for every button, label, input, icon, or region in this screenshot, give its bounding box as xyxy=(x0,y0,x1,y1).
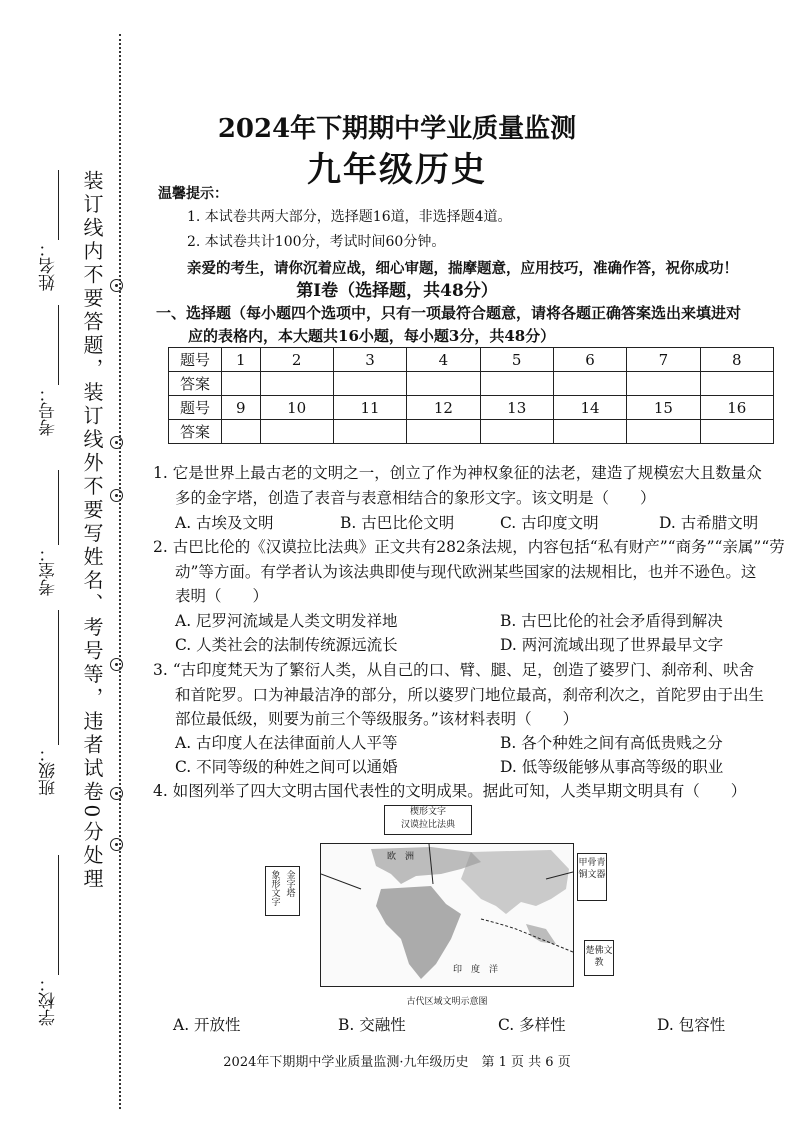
answer-cell[interactable] xyxy=(222,420,261,444)
field-label-class: 班级： xyxy=(39,745,59,796)
map-box-left-text: 金字塔 xyxy=(284,870,295,897)
tips-item: 1. 本试卷共两大部分，选择题16道，非选择题4道。 xyxy=(187,209,512,225)
table-row xyxy=(169,420,774,444)
binding-hole xyxy=(110,838,123,851)
answer-cell[interactable] xyxy=(333,372,406,396)
q2-stem: 表明（ ） xyxy=(175,587,269,605)
map-box-top-line: 楔形文字 xyxy=(409,807,446,817)
question-number: 11 xyxy=(333,396,406,420)
asia-landmass xyxy=(461,850,569,914)
part1-instruction: 一、选择题（每小题四个选项中，只有一项最符合题意，请将各题正确答案选出来填进对 xyxy=(156,304,742,322)
q2-option-a[interactable]: A. 尼罗河流域是人类文明发祥地 xyxy=(175,612,398,630)
question-number: 3 xyxy=(333,348,406,372)
answer-cell[interactable] xyxy=(407,372,480,396)
table-cell: 题号 xyxy=(169,396,222,420)
answer-table xyxy=(168,347,774,444)
q1-option-a[interactable]: A. 古埃及文明 xyxy=(175,514,274,532)
q3-option-c[interactable]: C. 不同等级的种姓之间可以通婚 xyxy=(175,758,398,776)
field-line-exam-number[interactable] xyxy=(58,305,59,385)
answer-cell[interactable] xyxy=(700,372,773,396)
answer-cell[interactable] xyxy=(553,420,626,444)
question-number: 1 xyxy=(222,348,261,372)
map-caption: 古代区域文明示意图 xyxy=(406,997,488,1007)
answer-cell[interactable] xyxy=(553,372,626,396)
question-number: 4 xyxy=(407,348,480,372)
map-arrow xyxy=(321,874,361,889)
map-box-top-line: 汉谟拉比法典 xyxy=(400,820,455,830)
part1-instruction: 应的表格内，本大题共16小题，每小题3分，共48分） xyxy=(188,327,556,345)
question-number: 15 xyxy=(627,396,700,420)
exam-subject: 九年级历史 xyxy=(307,150,487,190)
binding-hole xyxy=(110,436,123,449)
q1-option-c[interactable]: C. 古印度文明 xyxy=(500,514,599,532)
q3-stem: 和首陀罗。口为神最洁净的部分，所以婆罗门地位最高，刹帝利次之，首陀罗由于出生 xyxy=(175,686,765,704)
map-box-top xyxy=(384,805,472,835)
world-map-svg xyxy=(321,844,573,986)
table-row xyxy=(169,396,774,420)
question-number: 16 xyxy=(700,396,773,420)
map-box-right-bottom: 楚佛文教 xyxy=(584,940,614,976)
answer-cell[interactable] xyxy=(627,372,700,396)
q3-option-a[interactable]: A. 古印度人在法律面前人人平等 xyxy=(175,734,398,752)
field-label-exam-room: 考室： xyxy=(39,545,59,596)
binding-hole xyxy=(110,658,123,671)
binding-instruction: 装订线内不要答题，装订线外不要写姓名、考号等，违者试卷0分处理 xyxy=(80,170,104,892)
question-number: 6 xyxy=(553,348,626,372)
map-arrow xyxy=(481,919,516,929)
q2-option-b[interactable]: B. 古巴比伦的社会矛盾得到解决 xyxy=(500,612,723,630)
tips-heading: 温馨提示： xyxy=(158,186,228,202)
question-number: 10 xyxy=(260,396,333,420)
q4-option-b[interactable]: B. 交融性 xyxy=(338,1016,406,1034)
world-map xyxy=(320,843,574,987)
field-line-class[interactable] xyxy=(58,610,59,745)
q4-option-d[interactable]: D. 包容性 xyxy=(657,1016,726,1034)
question-number: 8 xyxy=(700,348,773,372)
islands-landmass xyxy=(526,924,556,944)
question-number: 7 xyxy=(627,348,700,372)
answer-cell[interactable] xyxy=(700,420,773,444)
tips-item: 2. 本试卷共计100分，考试时间60分钟。 xyxy=(187,234,446,250)
q1-option-d[interactable]: D. 古希腊文明 xyxy=(659,514,759,532)
q3-stem: 部位最低级，则要为前三个等级服务。”该材料表明（ ） xyxy=(175,710,579,728)
q2-stem: 2. 古巴比伦的《汉谟拉比法典》正文共有282条法规，内容包括“私有财产”“商务”“亲属”“劳 xyxy=(153,538,785,556)
q4-option-a[interactable]: A. 开放性 xyxy=(173,1016,241,1034)
binding-hole xyxy=(110,489,123,502)
answer-cell[interactable] xyxy=(260,420,333,444)
map-box-left xyxy=(265,866,300,916)
label-europe: 欧 洲 xyxy=(387,852,415,862)
table-cell: 题号 xyxy=(169,348,222,372)
answer-cell[interactable] xyxy=(480,372,553,396)
answer-cell[interactable] xyxy=(222,372,261,396)
label-indian-ocean: 印 度 洋 xyxy=(453,965,499,975)
field-line-exam-room[interactable] xyxy=(58,470,59,545)
question-number: 2 xyxy=(260,348,333,372)
binding-hole xyxy=(110,787,123,800)
q2-option-d[interactable]: D. 两河流域出现了世界最早文字 xyxy=(500,636,724,654)
field-line-school[interactable] xyxy=(58,855,59,975)
q3-stem: 3. “古印度梵天为了繁衍人类，从自己的口、臂、腿、足，创造了婆罗门、刹帝利、吠舍 xyxy=(153,661,755,679)
africa-landmass xyxy=(376,886,461,979)
q3-option-d[interactable]: D. 低等级能够从事高等级的职业 xyxy=(500,758,724,776)
answer-cell[interactable] xyxy=(407,420,480,444)
q2-option-c[interactable]: C. 人类社会的法制传统源远流长 xyxy=(175,636,398,654)
exam-title: 2024年下期期中学业质量监测 xyxy=(217,114,577,144)
question-number: 9 xyxy=(222,396,261,420)
question-number: 5 xyxy=(480,348,553,372)
question-number: 12 xyxy=(407,396,480,420)
map-box-left-text: 象形文字 xyxy=(269,870,280,906)
question-number: 13 xyxy=(480,396,553,420)
field-label-school: 学校： xyxy=(39,975,59,1026)
encouragement: 亲爱的考生，请你沉着应战，细心审题，揣摩题意，应用技巧，准确作答，祝你成功！ xyxy=(187,260,738,277)
q4-stem: 4. 如图列举了四大文明古国代表性的文明成果。据此可知，人类早期文明具有（ ） xyxy=(153,782,747,800)
q1-stem: 1. 它是世界上最古老的文明之一，创立了作为神权象征的法老，建造了规模宏大且数量众 xyxy=(153,464,762,482)
q1-stem: 多的金字塔，创造了表音与表意相结合的象形文字。该文明是（ ） xyxy=(175,489,656,507)
question-number: 14 xyxy=(553,396,626,420)
map-box-right-top: 甲骨青铜文器 xyxy=(577,853,607,901)
table-row xyxy=(169,372,774,396)
table-cell: 答案 xyxy=(169,420,222,444)
part1-title: 第Ⅰ卷（选择题，共48分） xyxy=(296,281,498,301)
table-row xyxy=(169,348,774,372)
q3-option-b[interactable]: B. 各个种姓之间有高低贵贱之分 xyxy=(500,734,723,752)
binding-dotted-line xyxy=(119,34,121,1109)
q1-option-b[interactable]: B. 古巴比伦文明 xyxy=(340,514,455,532)
answer-cell[interactable] xyxy=(333,420,406,444)
page-footer: 2024年下期期中学业质量监测·九年级历史 第 1 页 共 6 页 xyxy=(223,1055,571,1070)
field-label-exam-number: 考号： xyxy=(39,385,59,436)
q2-stem: 动”等方面。有学者认为该法典即使与现代欧洲某些国家的法规相比，也并不逊色。这 xyxy=(175,563,757,581)
table-cell: 答案 xyxy=(169,372,222,396)
field-label-name: 姓名： xyxy=(39,240,59,291)
answer-cell[interactable] xyxy=(260,372,333,396)
q4-option-c[interactable]: C. 多样性 xyxy=(498,1016,566,1034)
answer-cell[interactable] xyxy=(627,420,700,444)
answer-cell[interactable] xyxy=(480,420,553,444)
